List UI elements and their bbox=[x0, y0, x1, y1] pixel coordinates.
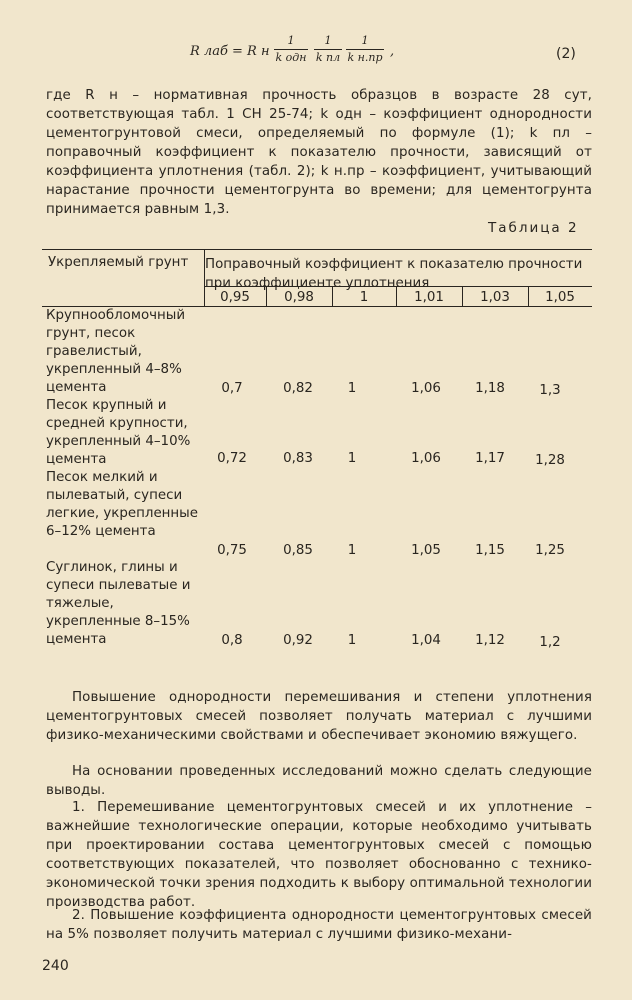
table-cell: 0,8 bbox=[221, 633, 243, 648]
table-cell: 0,7 bbox=[221, 381, 243, 396]
compaction-value: 0,95 bbox=[220, 290, 250, 305]
table-cell: 1 bbox=[347, 451, 357, 466]
page-number: 240 bbox=[42, 958, 69, 974]
table-cell: 0,85 bbox=[283, 543, 313, 558]
table-cell: 1,18 bbox=[475, 381, 505, 396]
table-cell: 1,12 bbox=[475, 633, 505, 648]
table-cell: 0,82 bbox=[283, 381, 313, 396]
formula-comma: , bbox=[390, 44, 395, 59]
table-cell: 0,83 bbox=[283, 451, 313, 466]
table-cell: 1,15 bbox=[475, 543, 505, 558]
fraction-k-npr: 1 k н.пр bbox=[347, 34, 383, 64]
soil-row-label: Крупнообломочный грунт, песок гравелистый, укрепленный 4–8% цемента bbox=[46, 308, 186, 395]
equation-number: (2) bbox=[556, 46, 576, 62]
body-paragraph: Повышение однородности перемешивания и степени уплотнения цементогрунтовых смесей позволяет получать материал с лучшими физико-механическими свойствами и обеспечивает экономию вяжущего. bbox=[46, 690, 592, 743]
fraction-k-pl: 1 k пл bbox=[315, 34, 341, 64]
body-paragraph: На основании проведенных исследований можно сделать следующие выводы. bbox=[46, 764, 592, 798]
compaction-value: 1,03 bbox=[480, 290, 510, 305]
header-coefficient: Поправочный коэффициент к показателю прочности при коэффициенте уплотнения bbox=[205, 257, 583, 291]
correction-coefficient-table bbox=[42, 249, 592, 669]
table-cell: 1,28 bbox=[535, 453, 565, 468]
conclusion-2: 2. Повышение коэффициента однородности цементогрунтовых смесей на 5% позволяет получить материал с лучшими физико-механи- bbox=[46, 908, 592, 942]
table-caption: Таблица 2 bbox=[488, 220, 579, 236]
conclusion-1: 1. Перемешивание цементогрунтовых смесей и их уплотнение – важнейшие технологические операции, которые необходимо учитывать при проектировании состава цементогрунтовых смесей с помощью соответствующих показателей, что позволяет обоснованно с технико-экономической точки зрения подходить к выбору оптимальной технологии производства работ. bbox=[46, 800, 592, 910]
definitions-paragraph: где R н – нормативная прочность образцов в возрасте 28 сут, соответствующая табл. 1 СН 25-74; k одн – коэффициент однородности цементогрунтовой смеси, определяемый по формуле (1); k пл – поправочный коэффициент к показателю прочности, зависящий от коэффициента уплотнения (табл. 2); k н.пр – коэффициент, учитывающий нарастание прочности цементогрунта во времени; для цементогрунта принимается равным 1,3. bbox=[46, 88, 592, 217]
table-cell: 1,2 bbox=[539, 635, 561, 650]
header-soil: Укрепляемый грунт bbox=[48, 255, 189, 270]
compaction-value: 0,98 bbox=[284, 290, 314, 305]
table-cell: 1,17 bbox=[475, 451, 505, 466]
soil-row-label: Песок крупный и средней крупности, укрепленный 4–10% цемента bbox=[46, 398, 191, 467]
compaction-value: 1,01 bbox=[414, 290, 444, 305]
table-cell: 1 bbox=[347, 381, 357, 396]
soil-row-label: Песок мелкий и пылеватый, супеси легкие, укрепленные 6–12% цемента bbox=[46, 470, 198, 539]
compaction-value: 1 bbox=[359, 290, 369, 305]
table-cell: 1,05 bbox=[411, 543, 441, 558]
fraction-k-odn: 1 k одн bbox=[275, 34, 307, 64]
table-top-rule bbox=[42, 249, 592, 250]
table-cell: 0,75 bbox=[217, 543, 247, 558]
table-cell: 1 bbox=[347, 543, 357, 558]
compaction-value: 1,05 bbox=[545, 290, 575, 305]
table-cell: 0,92 bbox=[283, 633, 313, 648]
table-cell: 1,25 bbox=[535, 543, 565, 558]
table-cell: 1,06 bbox=[411, 451, 441, 466]
table-cell: 0,72 bbox=[217, 451, 247, 466]
table-cell: 1 bbox=[347, 633, 357, 648]
table-cell: 1,06 bbox=[411, 381, 441, 396]
strength-formula bbox=[190, 34, 410, 80]
table-cell: 1,04 bbox=[411, 633, 441, 648]
formula-lhs: R лаб = R н bbox=[190, 44, 270, 59]
table-cell: 1,3 bbox=[539, 383, 561, 398]
soil-row-label: Суглинок, глины и супеси пылеватые и тяжелые, укрепленные 8–15% цемента bbox=[46, 560, 191, 647]
